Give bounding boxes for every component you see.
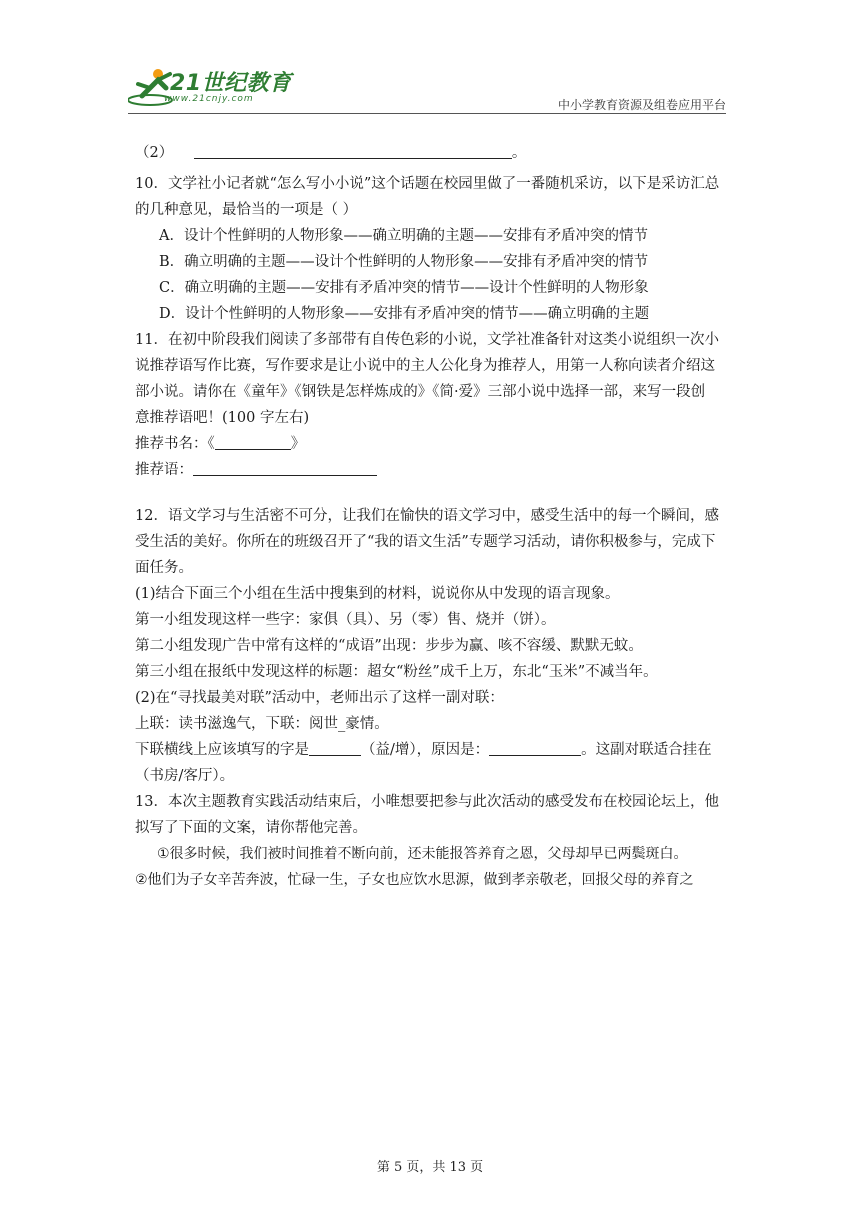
q12-stem-2: 受生活的美好。你所在的班级召开了“我的语文生活”专题学习活动，请你积极参与，完成下 (135, 534, 716, 550)
logo-url: www.21cnjy.com (164, 94, 254, 104)
word-blank (309, 739, 361, 756)
q10-stem-2: 的几种意见，最恰当的一项是（ ） (135, 202, 358, 218)
q13-passage-1: ①很多时候，我们被时间推着不断向前，还未能报答养育之恩，父母却早已两鬓斑白。 (157, 846, 688, 862)
q9-part2-line: （2） 。 (135, 140, 735, 166)
q11-book-line: 推荐书名：《 》 (135, 431, 735, 457)
q10-option-d: D．设计个性鲜明的人物形象——安排有矛盾冲突的情节——确立明确的主题 (159, 306, 650, 322)
book-name-blank (215, 433, 291, 450)
platform-name: 中小学教育资源及组卷应用平台 (557, 98, 726, 112)
q12-stem-1: 12．语文学习与生活密不可分，让我们在愉快的语文学习中，感受生活中的每一个瞬间，感 (135, 508, 719, 524)
q12-group-1: 第一小组发现这样一些字：家俱（具）、另（零）售、烧并（饼）。 (135, 612, 556, 628)
q13-passage-2: ②他们为子女辛苦奔波，忙碌一生，子女也应饮水思源，做到孝亲敬老，回报父母的养育之 (135, 872, 694, 888)
q10-option-b: B．确立明确的主题——设计个性鲜明的人物形象——安排有矛盾冲突的情节 (159, 254, 649, 270)
logo-title: 21世纪教育 (170, 71, 292, 96)
header-divider (128, 113, 726, 114)
q12-couplet: 上联：读书滋逸气，下联：阅世_豪情。 (135, 716, 389, 732)
q12-group-3: 第三小组在报纸中发现这样的标题：超女“粉丝”成千上万，东北“玉米”不减当年。 (135, 664, 658, 680)
q13-stem-1: 13．本次主题教育实践活动结束后，小唯想要把参与此次活动的感受发布在校园论坛上，他 (135, 794, 719, 810)
q11-stem-2: 说推荐语写作比赛，写作要求是让小说中的主人公化身为推荐人，用第一人称向读者介绍这 (135, 358, 715, 374)
q10-stem-1: 10．文学社小记者就“怎么写小小说”这个话题在校园里做了一番随机采访，以下是采访汇总 (135, 176, 720, 192)
page-number: 第 5 页，共 13 页 (376, 1160, 484, 1175)
q12-task-1: (1)结合下面三个小组在生活中搜集到的材料，说说你从中发现的语言现象。 (135, 586, 620, 602)
q12-stem-3: 面任务。 (135, 560, 193, 576)
q12-task-2: (2)在“寻找最美对联”活动中，老师出示了这样一副对联： (135, 690, 504, 706)
q11-stem-3: 部小说。请你在《童年》《钢铁是怎样炼成的》《简·爱》三部小说中选择一部，来写一段创 (135, 384, 706, 400)
q12-fill-line-2: （书房/客厅）。 (135, 768, 235, 784)
q10-option-c: C．确立明确的主题——安排有矛盾冲突的情节——设计个性鲜明的人物形象 (159, 280, 649, 296)
q11-recommend-line: 推荐语： (135, 457, 735, 483)
q12-fill-line: 下联横线上应该填写的字是 （益/增），原因是： 。这副对联适合挂在 (135, 737, 735, 763)
answer-blank (194, 142, 512, 159)
q10-option-a: A．设计个性鲜明的人物形象——确立明确的主题——安排有矛盾冲突的情节 (159, 228, 648, 244)
reason-blank (489, 739, 581, 756)
page-header (128, 62, 726, 114)
q11-stem-4: 意推荐语吧！(100 字左右) (135, 410, 310, 426)
document-body (135, 140, 735, 893)
q12-group-2: 第二小组发现广告中常有这样的“成语”出现：步步为赢、咳不容缓、默默无蚊。 (135, 638, 643, 654)
q11-stem-1: 11．在初中阶段我们阅读了多部带有自传色彩的小说，文学社准备针对这类小说组织一次小 (135, 332, 719, 348)
recommend-blank (193, 459, 377, 476)
q13-stem-2: 拟写了下面的文案，请你帮他完善。 (135, 820, 367, 836)
